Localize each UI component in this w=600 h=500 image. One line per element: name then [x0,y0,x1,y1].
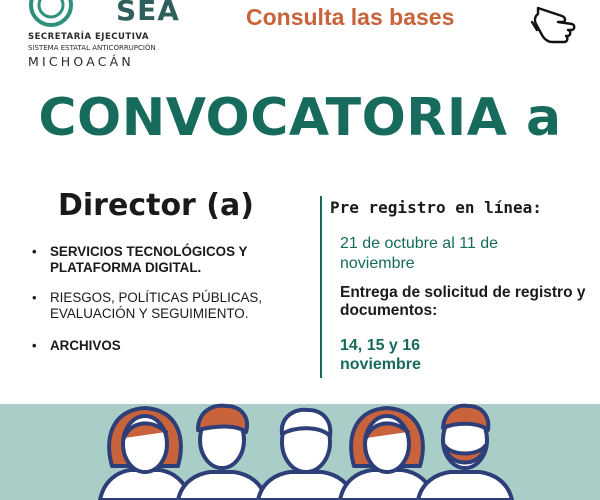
areas-list [28,244,308,354]
role-title: Director (a) [58,188,254,223]
logo-wordmark: SEA [116,0,180,27]
sea-rings-icon [28,0,74,28]
entrega-title-text: Entrega de solicitud de registro y documentos: [340,284,586,319]
pointing-hand-icon[interactable] [528,0,584,46]
group-of-people-icon [0,398,600,500]
page-title: CONVOCATORIA a [38,88,562,148]
logo-line-michoacan: MICHOACÁN [28,54,134,69]
area-item: • RIESGOS, POLÍTICAS PÚBLICAS, EVALUACIÓN Y SEGUIMIENTO. [28,290,308,322]
consulta-bases-link[interactable]: Consulta las bases [246,4,455,30]
area-item: • SERVICIOS TECNOLÓGICOS Y PLATAFORMA DIGITAL. [28,244,308,276]
column-divider [320,196,322,378]
preregistro-title: Pre registro en línea: [330,198,542,217]
logo-line-secretaria: SECRETARÍA EJECUTIVA [28,32,149,42]
area-item: • ARCHIVOS [28,338,308,354]
entrega-dates: 14, 15 y 16 noviembre [340,337,421,373]
entrega-title [340,284,590,320]
sea-logo [28,0,178,72]
logo-line-sistema: SISTEMA ESTATAL ANTICORRUPCIÓN [28,44,156,52]
preregistro-dates: 21 de octubre al 11 de noviembre [340,235,499,272]
